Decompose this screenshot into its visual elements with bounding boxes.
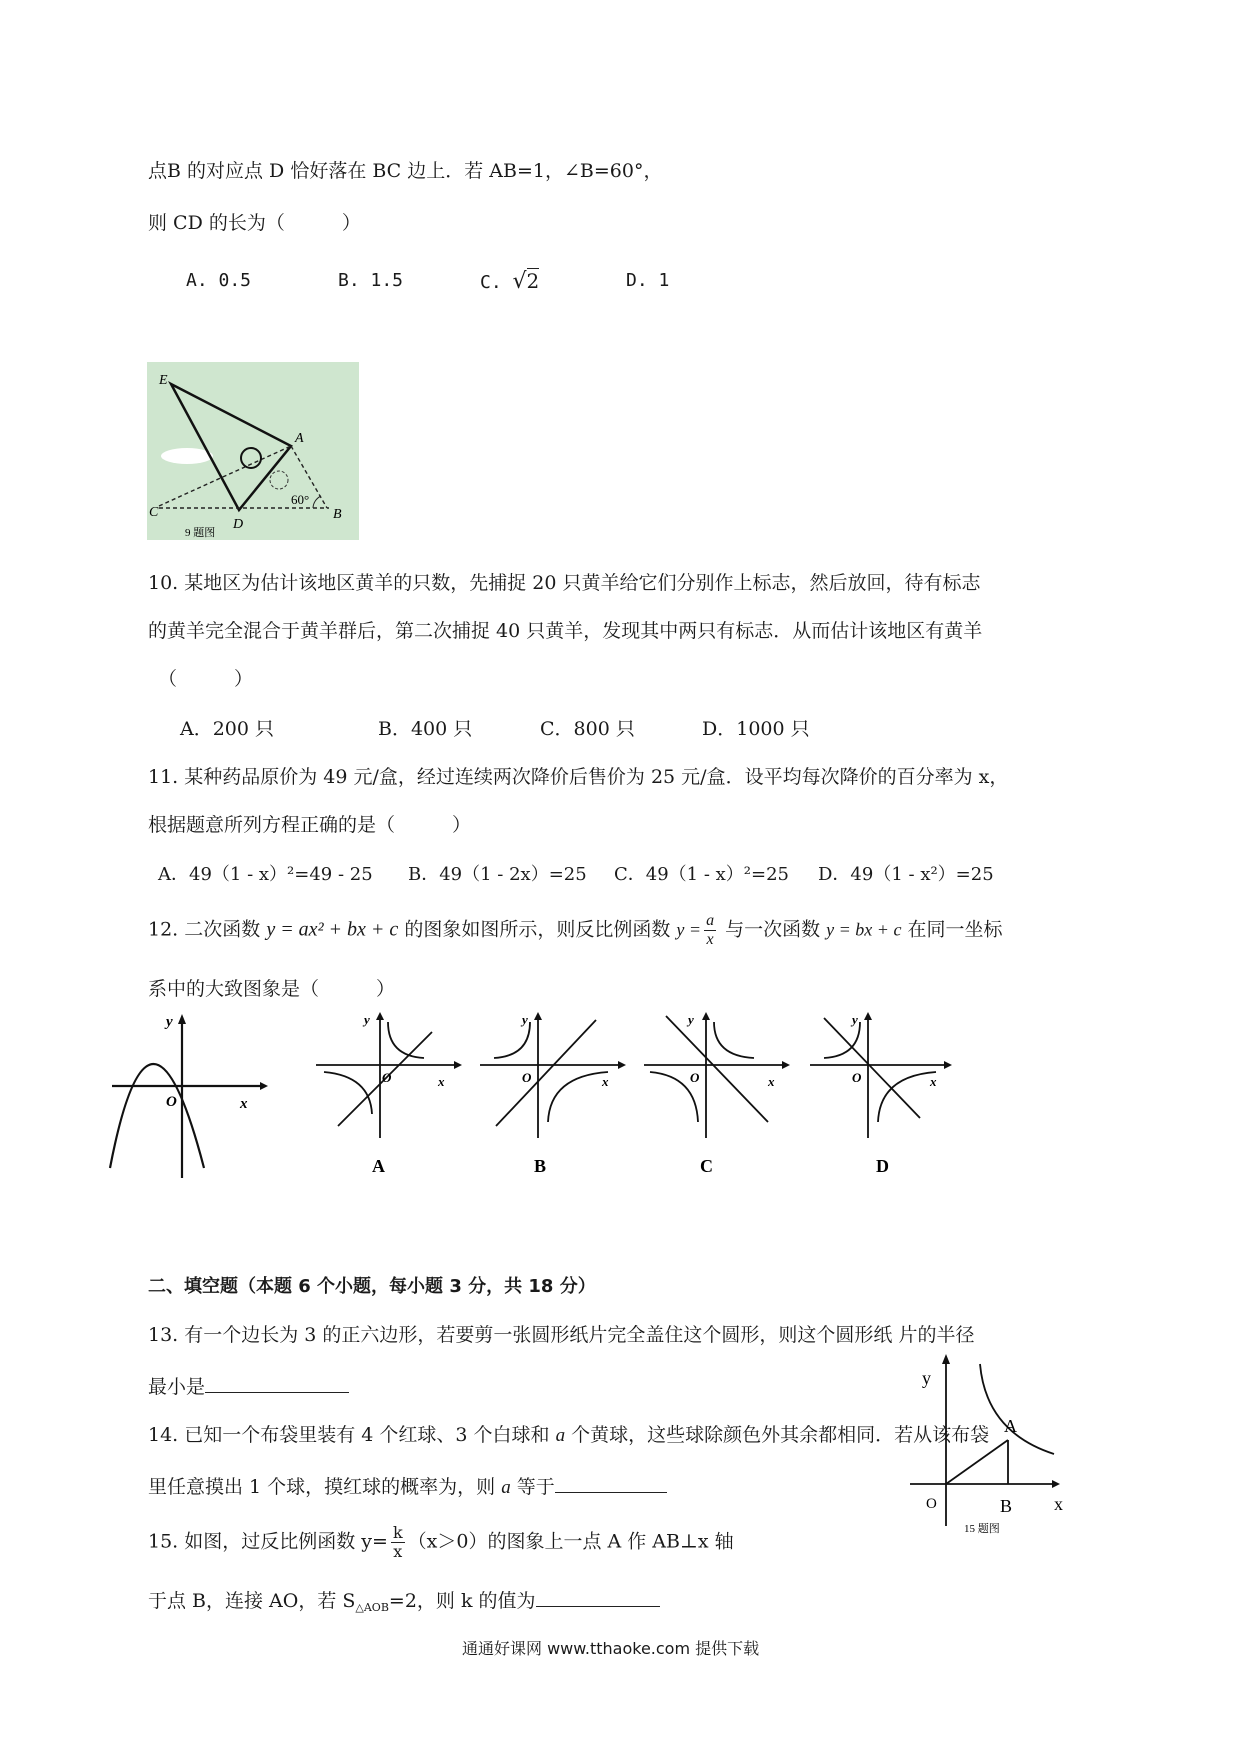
q12-eq-quadratic: y = ax² + bx + c (266, 918, 399, 941)
q11-option-a: A．49（1 - x）²=49 - 25 (158, 864, 373, 885)
graph-d-y-label: y (852, 1012, 858, 1027)
q9-option-b: B. 1.5 (338, 270, 404, 291)
parabola-graph (110, 1014, 268, 1178)
graph-a-x-label: x (438, 1074, 445, 1089)
q10-option-d: D．1000 只 (702, 718, 810, 740)
q9-option-c-label: C. (480, 272, 513, 293)
graph-a-x-arrow (454, 1061, 462, 1069)
figure-9 (147, 362, 359, 540)
q14-line2-a: 里任意摸出 1 个球，摸红球的概率为，则 (148, 1476, 502, 1498)
parabola-x-label: x (240, 1096, 248, 1112)
graph-d-o-label: O (852, 1070, 862, 1085)
q14-line1 (148, 1422, 989, 1449)
q11-option-b: B．49（1 - 2x）=25 (408, 864, 587, 885)
choice-a-label: A (372, 1156, 385, 1176)
label-c: C (149, 505, 159, 520)
q12-fraction (704, 912, 716, 949)
graph-b (480, 1012, 626, 1176)
q15-line2 (148, 1586, 660, 1621)
graph-c-x-label: x (768, 1074, 775, 1089)
graph-b-x-arrow (618, 1061, 626, 1069)
q10-option-b: B．400 只 (378, 718, 473, 740)
q15-line1 (148, 1524, 734, 1561)
q11-line2: 根据题意所列方程正确的是（ ） (148, 814, 472, 836)
label-b: B (333, 507, 342, 522)
q12-line2: 系中的大致图象是（ ） (148, 978, 396, 1000)
q10-option-a: A．200 只 (180, 718, 275, 740)
q9-option-d: D. 1 (626, 270, 670, 291)
q14-line1-a: 14. 已知一个布袋里装有 4 个红球、3 个白球和 (148, 1424, 556, 1446)
q13-line1: 13. 有一个边长为 3 的正六边形，若要剪一张圆形纸片完全盖住这个圆形，则这个圆形纸 片的半径 (148, 1324, 975, 1346)
parabola-o-label: O (166, 1094, 177, 1110)
graph-a-o-label: O (382, 1070, 392, 1085)
q12-prefix: 12. 二次函数 (148, 918, 261, 941)
figure-9-smudge (161, 448, 213, 464)
q9-option-c (480, 268, 539, 296)
q15-fraction (391, 1524, 405, 1561)
section-2-heading: 二、填空题（本题 6 个小题，每小题 3 分，共 18 分） (148, 1276, 596, 1297)
q12-graphs (100, 1010, 980, 1190)
q9-option-a: A. 0.5 (186, 270, 252, 291)
q15-suffix: （x＞0）的图象上一点 A 作 AB⊥x 轴 (407, 1530, 734, 1553)
fig15-a-label: A (1004, 1416, 1017, 1436)
graph-c-o-label: O (690, 1070, 700, 1085)
fig15-segment-ao (946, 1440, 1008, 1484)
q10-line3: （ ） (158, 668, 254, 690)
graph-d-hyperbola-1 (824, 1022, 860, 1058)
q11-option-c: C．49（1 - x）²=25 (614, 864, 790, 885)
graph-d-y-arrow (864, 1012, 872, 1020)
graph-c-y-label: y (688, 1012, 694, 1027)
q10-line2: 的黄羊完全混合于黄羊群后，第二次捕捉 40 只黄羊，发现其中两只有标志．从而估计该地区有黄羊 (148, 620, 983, 642)
graph-a (316, 1012, 462, 1176)
q10-line1: 10. 某地区为估计该地区黄羊的只数，先捕捉 20 只黄羊给它们分别作上标志，然后放回，待有标志 (148, 572, 981, 594)
choice-c-label: C (700, 1156, 713, 1176)
q14-var-a: a (555, 1425, 566, 1446)
q12-frac-den: x (706, 931, 714, 948)
q15-answer-blank[interactable] (536, 1586, 660, 1607)
figure-15 (904, 1350, 1104, 1536)
graph-b-y-label: y (522, 1012, 528, 1027)
fig15-x-label: x (1054, 1494, 1063, 1514)
q15-line2-a: 于点 B，连接 AO，若 S (148, 1590, 356, 1612)
q13-line2-text: 最小是 (148, 1376, 206, 1398)
q14-line2-b: 等于 (510, 1476, 555, 1498)
q14-line2 (148, 1472, 667, 1501)
q9-line2: 则 CD 的长为（ ） (148, 212, 361, 234)
q15-frac-den: x (393, 1542, 403, 1561)
q9-line1: 点B 的对应点 D 恰好落在 BC 边上．若 AB=1，∠B=60°， (148, 160, 663, 182)
q12-line1 (148, 912, 1003, 949)
q15-frac-num: k (392, 1523, 403, 1542)
graph-b-x-label: x (602, 1074, 609, 1089)
q11-option-d: D．49（1 - x²）=25 (818, 864, 994, 885)
label-a: A (295, 431, 304, 446)
q15-line2-b: =2，则 k 的值为 (388, 1590, 536, 1612)
fig15-o-label: O (926, 1496, 937, 1512)
graph-b-hyperbola-1 (494, 1022, 530, 1058)
q15-prefix: 15. 如图，过反比例函数 y= (148, 1530, 388, 1553)
choice-d-label: D (876, 1156, 889, 1176)
q12-eq-linear: y = bx + c (826, 919, 902, 940)
fig15-hyperbola (980, 1364, 1054, 1454)
fig15-y-arrow (942, 1354, 950, 1364)
graph-a-y-label: y (364, 1012, 370, 1027)
q12-mid2: 与一次函数 (725, 918, 821, 941)
graph-d-x-arrow (944, 1061, 952, 1069)
graph-a-hyperbola-1 (388, 1022, 424, 1058)
q14-line1-b: 个黄球，这些球除颜色外其余都相同．若从该布袋 (565, 1424, 990, 1446)
fig15-x-arrow (1052, 1480, 1060, 1488)
graph-a-hyperbola-2 (324, 1072, 372, 1114)
q12-suffix: 在同一坐标 (907, 918, 1003, 941)
parabola-y-arrow (178, 1014, 186, 1024)
graph-d-line (824, 1018, 920, 1118)
page-footer: 通通好课网 www.tthaoke.com 提供下载 (462, 1639, 760, 1658)
q15-subscript: △AOB (355, 1601, 389, 1614)
graph-a-y-arrow (376, 1012, 384, 1020)
fig15-caption: 15 题图 (964, 1523, 1000, 1535)
graph-d-hyperbola-2 (878, 1072, 936, 1122)
graph-c-hyperbola-1 (714, 1022, 754, 1058)
graph-c-y-arrow (702, 1012, 710, 1020)
graph-b-o-label: O (522, 1070, 532, 1085)
graph-b-line (496, 1020, 596, 1126)
parabola-x-arrow (260, 1082, 268, 1090)
label-d: D (233, 517, 244, 532)
q10-option-c: C．800 只 (540, 718, 635, 740)
label-e: E (159, 373, 168, 388)
q12-frac-num: a (706, 912, 715, 929)
q12-eq2-lhs: y = (676, 919, 702, 940)
parabola-curve (110, 1064, 204, 1168)
graph-d (810, 1012, 952, 1176)
parabola-y-label: y (166, 1014, 173, 1030)
graph-c (644, 1012, 790, 1176)
fig15-y-label: y (922, 1368, 931, 1388)
q13-answer-blank[interactable] (205, 1372, 349, 1393)
q11-line1: 11. 某种药品原价为 49 元/盒，经过连续两次降价后售价为 25 元/盒．设平均每次降价的百分率为 x， (148, 766, 1009, 788)
figure-9-caption: 9 题图 (185, 527, 216, 539)
q9-sqrt-value: 2 (526, 269, 540, 293)
label-60: 60° (291, 492, 310, 507)
q13-line2 (148, 1372, 349, 1400)
graph-d-x-label: x (930, 1074, 937, 1089)
q12-mid: 的图象如图所示，则反比例函数 (404, 918, 671, 941)
sqrt-icon: √ (512, 269, 527, 294)
choice-b-label: B (534, 1156, 547, 1176)
q14-answer-blank[interactable] (555, 1472, 667, 1493)
graph-c-line (666, 1016, 768, 1122)
graph-b-hyperbola-2 (548, 1072, 608, 1122)
fig15-b-label: B (1000, 1496, 1013, 1516)
q14-var-a-2: a (501, 1477, 511, 1498)
graph-b-y-arrow (534, 1012, 542, 1020)
graph-c-x-arrow (782, 1061, 790, 1069)
